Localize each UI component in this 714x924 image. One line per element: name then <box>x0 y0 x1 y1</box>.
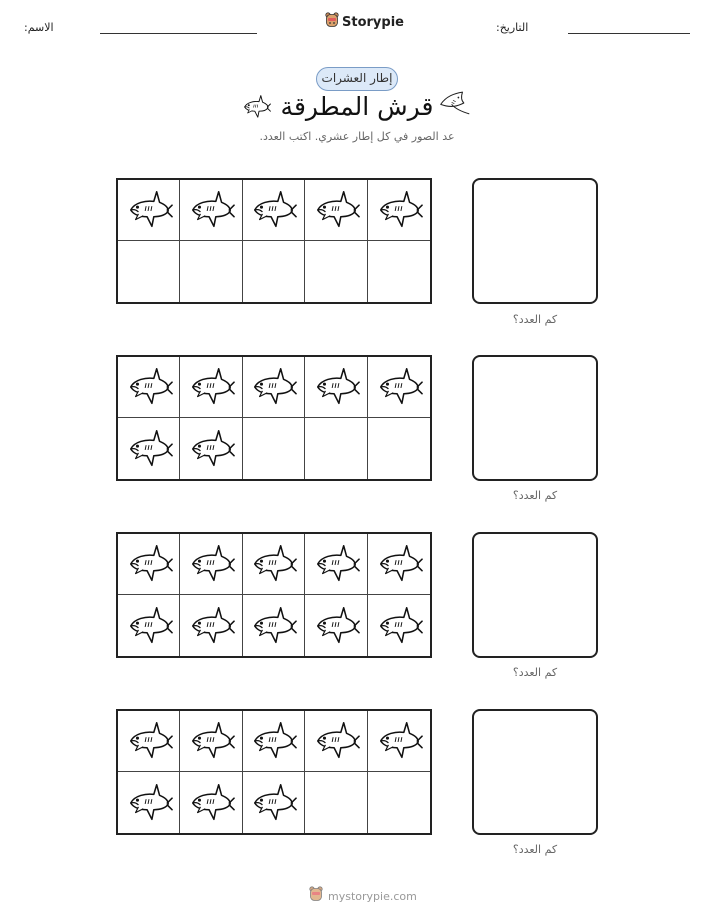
stingray-icon <box>438 89 472 121</box>
answer-box[interactable] <box>472 709 598 835</box>
shark-icon <box>125 186 173 234</box>
frame-cell <box>368 241 430 302</box>
shark-icon <box>125 779 173 827</box>
frame-cell <box>118 241 180 302</box>
shark-icon <box>312 540 360 588</box>
frame-cell <box>305 241 367 302</box>
frame-cell <box>180 357 242 418</box>
name-field[interactable] <box>100 33 257 34</box>
frame-cell <box>180 595 242 656</box>
frame-cell <box>368 357 430 418</box>
frame-cell <box>243 357 305 418</box>
answer-box[interactable] <box>472 532 598 658</box>
answer-box[interactable] <box>472 178 598 304</box>
brand-logo <box>325 12 404 32</box>
frame-cell <box>243 534 305 595</box>
frame-cell <box>180 241 242 302</box>
shark-icon <box>125 363 173 411</box>
shark-icon <box>249 602 297 650</box>
instructions: عد الصور في كل إطار عشري. اكتب العدد. <box>259 130 455 143</box>
shark-icon <box>312 186 360 234</box>
footer <box>309 886 417 906</box>
frame-cell <box>243 772 305 833</box>
frame-cell <box>243 711 305 772</box>
footer-url: mystorypie.com <box>328 889 417 903</box>
ten-frame <box>116 709 432 835</box>
answer-box[interactable] <box>472 355 598 481</box>
frame-cell <box>118 772 180 833</box>
shark-icon <box>249 363 297 411</box>
frame-cell <box>368 772 430 833</box>
count-question: كم العدد؟ <box>512 843 558 856</box>
date-field[interactable] <box>568 33 690 34</box>
frame-cell <box>243 595 305 656</box>
shark-icon <box>375 363 423 411</box>
frame-cell <box>305 357 367 418</box>
frame-cell <box>118 711 180 772</box>
frame-cell <box>368 595 430 656</box>
frame-cell <box>180 180 242 241</box>
count-question: كم العدد؟ <box>512 489 558 502</box>
frame-cell <box>118 418 180 479</box>
frame-cell <box>180 418 242 479</box>
shark-icon <box>187 717 235 765</box>
shark-icon <box>187 186 235 234</box>
shark-icon <box>125 717 173 765</box>
shark-icon <box>241 92 271 126</box>
frame-cell <box>305 418 367 479</box>
frame-cell <box>305 772 367 833</box>
shark-icon <box>249 779 297 827</box>
ten-frame <box>116 532 432 658</box>
frame-cell <box>180 772 242 833</box>
frame-cell <box>118 534 180 595</box>
bear-mascot-icon <box>309 886 323 906</box>
frame-cell <box>118 180 180 241</box>
frame-cell <box>368 711 430 772</box>
count-question: كم العدد؟ <box>512 313 558 326</box>
frame-cell <box>305 180 367 241</box>
shark-icon <box>312 717 360 765</box>
frame-cell <box>368 418 430 479</box>
frame-cell <box>243 180 305 241</box>
frame-cell <box>368 180 430 241</box>
shark-icon <box>187 779 235 827</box>
shark-icon <box>312 602 360 650</box>
shark-icon <box>187 363 235 411</box>
shark-icon <box>249 717 297 765</box>
frame-cell <box>243 241 305 302</box>
shark-icon <box>375 602 423 650</box>
frame-cell <box>305 534 367 595</box>
shark-icon <box>249 540 297 588</box>
worksheet-type-badge: إطار العشرات <box>316 67 398 91</box>
frame-cell <box>180 534 242 595</box>
frame-cell <box>305 711 367 772</box>
frame-cell <box>180 711 242 772</box>
shark-icon <box>125 602 173 650</box>
brand-name: Storypie <box>342 14 404 30</box>
ten-frame <box>116 178 432 304</box>
shark-icon <box>187 602 235 650</box>
name-label: الاسم: <box>24 21 54 34</box>
frame-cell <box>305 595 367 656</box>
ten-frame <box>116 355 432 481</box>
frame-cell <box>243 418 305 479</box>
shark-icon <box>375 540 423 588</box>
shark-icon <box>312 363 360 411</box>
count-question: كم العدد؟ <box>512 666 558 679</box>
shark-icon <box>187 425 235 473</box>
shark-icon <box>187 540 235 588</box>
frame-cell <box>368 534 430 595</box>
date-label: التاريخ: <box>496 21 529 34</box>
page-title: قرش المطرقة <box>280 92 434 121</box>
shark-icon <box>375 186 423 234</box>
frame-cell <box>118 595 180 656</box>
shark-icon <box>249 186 297 234</box>
shark-icon <box>375 717 423 765</box>
frame-cell <box>118 357 180 418</box>
bear-mascot-icon <box>325 12 339 32</box>
shark-icon <box>125 425 173 473</box>
shark-icon <box>125 540 173 588</box>
